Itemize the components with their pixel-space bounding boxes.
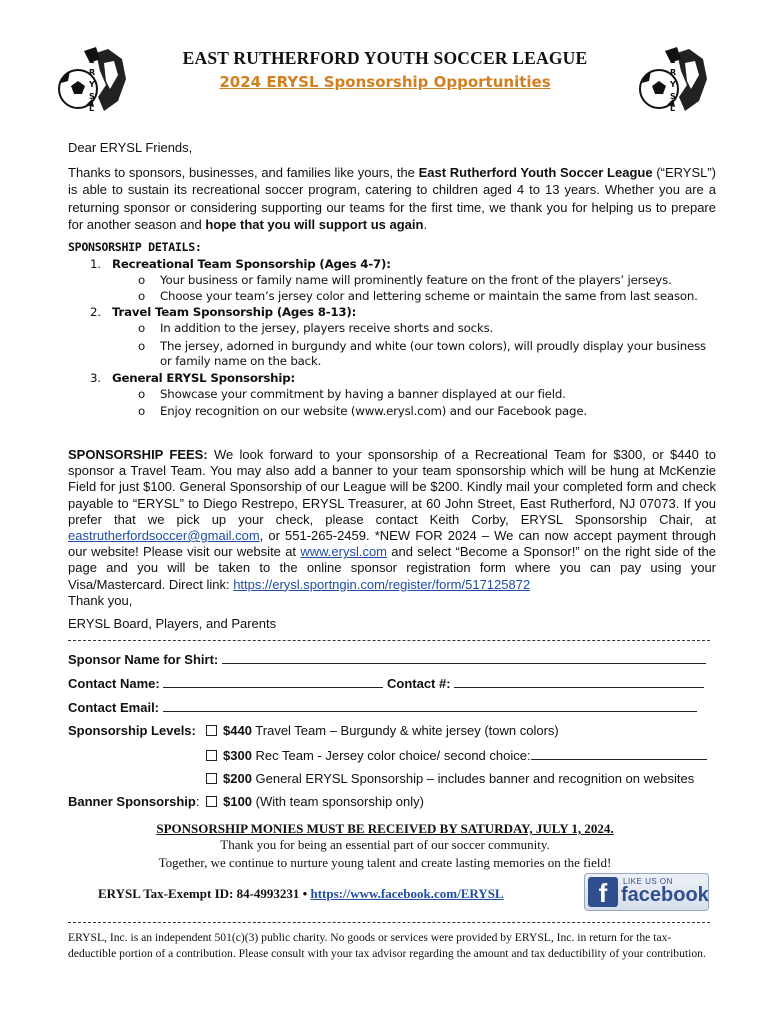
greeting: Dear ERYSL Friends,: [68, 140, 193, 155]
deadline-notice: SPONSORSHIP MONIES MUST BE RECEIVED BY SATURDAY, JULY 1, 2024.: [156, 821, 614, 836]
contact-row: Contact Name: Contact #:: [68, 675, 704, 691]
facebook-icon: f: [588, 877, 618, 907]
facebook-badge[interactable]: f LIKE US ON facebook: [584, 873, 709, 911]
bullet-icon: o: [138, 289, 146, 303]
contact-email-row: Contact Email:: [68, 699, 697, 715]
fees-heading: SPONSORSHIP FEES:: [68, 447, 208, 462]
contact-email-field[interactable]: [163, 699, 697, 712]
checkbox-icon[interactable]: [206, 750, 217, 761]
svg-text:L: L: [670, 104, 676, 113]
second-choice-field[interactable]: [531, 747, 707, 760]
item-label: Recreational Team Sponsorship (Ages 4-7):: [112, 257, 391, 271]
svg-text:S: S: [670, 92, 676, 101]
svg-text:L: L: [89, 104, 95, 113]
bullet-icon: o: [138, 387, 146, 401]
website-link[interactable]: www.erysl.com: [300, 544, 388, 560]
together-line: Together, we continue to nurture young talent and create lasting memories on the field!: [158, 855, 612, 870]
fees-paragraph: SPONSORSHIP FEES: We look forward to your sponsorship of a Recreational Team for $300, or $440 to sponsor a Travel Team. You may also add a banner to your team sponsorship which will be hung at McKenzie Field for just $100. General Sponsorship of our League will be $200. Kindly mail your completed form and check payable to “ERYSL” to Diego Restrepo, ERYSL Treasurer, at 60 John Street, East Rutherford, NJ 07073. If you prefer that we pick up your check, please contact Keith Corby, ERYSL Sponsorship Chair, at eastrutherfordsoccer@gmail.com, or 551-265-2459. *NEW FOR 2024 – We can now accept payment through our website! Please visit our website at www.erysl.com and select “Become a Sponsor!” on the right side of the page and you will be taken to the online sponsor registration form where you can pay using your Visa/Mastercard. Direct link: https://erysl.sportngin.com/register/form/517125872 Thank you,: [68, 447, 716, 608]
checkbox-icon[interactable]: [206, 725, 217, 736]
svg-text:E: E: [89, 56, 95, 65]
item-label: Travel Team Sponsorship (Ages 8-13):: [112, 305, 357, 319]
item-label: General ERYSL Sponsorship:: [112, 371, 295, 385]
svg-text:R: R: [670, 68, 677, 77]
signature: ERYSL Board, Players, and Parents: [68, 616, 277, 631]
registration-link[interactable]: https://erysl.sportngin.com/register/form/517125872: [233, 576, 531, 592]
bullet-icon: o: [138, 404, 146, 418]
footer-disclaimer: ERYSL, Inc. is an independent 501(c)(3) public charity. No goods or services were provided by ERYSL, Inc. in return for the tax-deductible portion of a contribution. Please consult with your tax advisor regarding the amount and tax deductibility of your contribution.: [68, 931, 706, 960]
contact-name-field[interactable]: [163, 675, 383, 688]
level-option-440[interactable]: $440 Travel Team – Burgundy & white jersey (town colors): [206, 723, 559, 738]
item-number: 1.: [90, 257, 101, 271]
page-title: EAST RUTHERFORD YOUTH SOCCER LEAGUE: [182, 48, 588, 68]
details-heading: SPONSORSHIP DETAILS:: [68, 240, 202, 254]
svg-text:Y: Y: [89, 80, 95, 89]
item-number: 3.: [90, 371, 101, 385]
contact-number-field[interactable]: [454, 675, 704, 688]
bullet-icon: o: [138, 273, 146, 287]
bullet-icon: o: [138, 321, 146, 335]
svg-text:R: R: [89, 68, 96, 77]
banner-sponsorship-row[interactable]: Banner Sponsorship: $100 (With team sponsorship only): [68, 794, 424, 809]
checkbox-icon[interactable]: [206, 773, 217, 784]
sponsor-name-row: Sponsor Name for Shirt:: [68, 651, 706, 667]
tax-id-line: ERYSL Tax-Exempt ID: 84-4993231 • https://www.facebook.com/ERYSL: [98, 886, 504, 901]
email-link[interactable]: eastrutherfordsoccer@gmail.com: [68, 528, 260, 544]
page-subtitle: 2024 ERYSL Sponsorship Opportunities: [219, 73, 551, 91]
sponsorship-levels-label: Sponsorship Levels:: [68, 723, 196, 738]
facebook-link[interactable]: https://www.facebook.com/ERYSL: [310, 886, 504, 901]
checkbox-icon[interactable]: [206, 796, 217, 807]
intro-paragraph: Thanks to sponsors, businesses, and families like yours, the East Rutherford Youth Soccer League (“ERYSL”) is able to sustain its recreational soccer program, catering to children aged 4 to 13 years. Whether you are a returning sponsor or considering supporting our teams for the first time, we thank you for helping us to prepare for another season and hope that you will support us again.: [68, 165, 717, 232]
bullet-icon: o: [138, 339, 146, 353]
sponsor-name-field[interactable]: [222, 651, 706, 664]
thanks-line: Thank you for being an essential part of our soccer community.: [220, 837, 550, 852]
level-option-200[interactable]: $200 General ERYSL Sponsorship – includes banner and recognition on websites: [206, 771, 694, 786]
level-option-300[interactable]: $300 Rec Team - Jersey color choice/ second choice:: [206, 747, 707, 763]
svg-text:S: S: [89, 92, 95, 101]
thank-you: Thank you,: [68, 592, 133, 608]
svg-text:Y: Y: [670, 80, 676, 89]
divider: [68, 922, 710, 923]
divider: [68, 640, 710, 641]
svg-text:E: E: [670, 56, 676, 65]
item-number: 2.: [90, 305, 101, 319]
